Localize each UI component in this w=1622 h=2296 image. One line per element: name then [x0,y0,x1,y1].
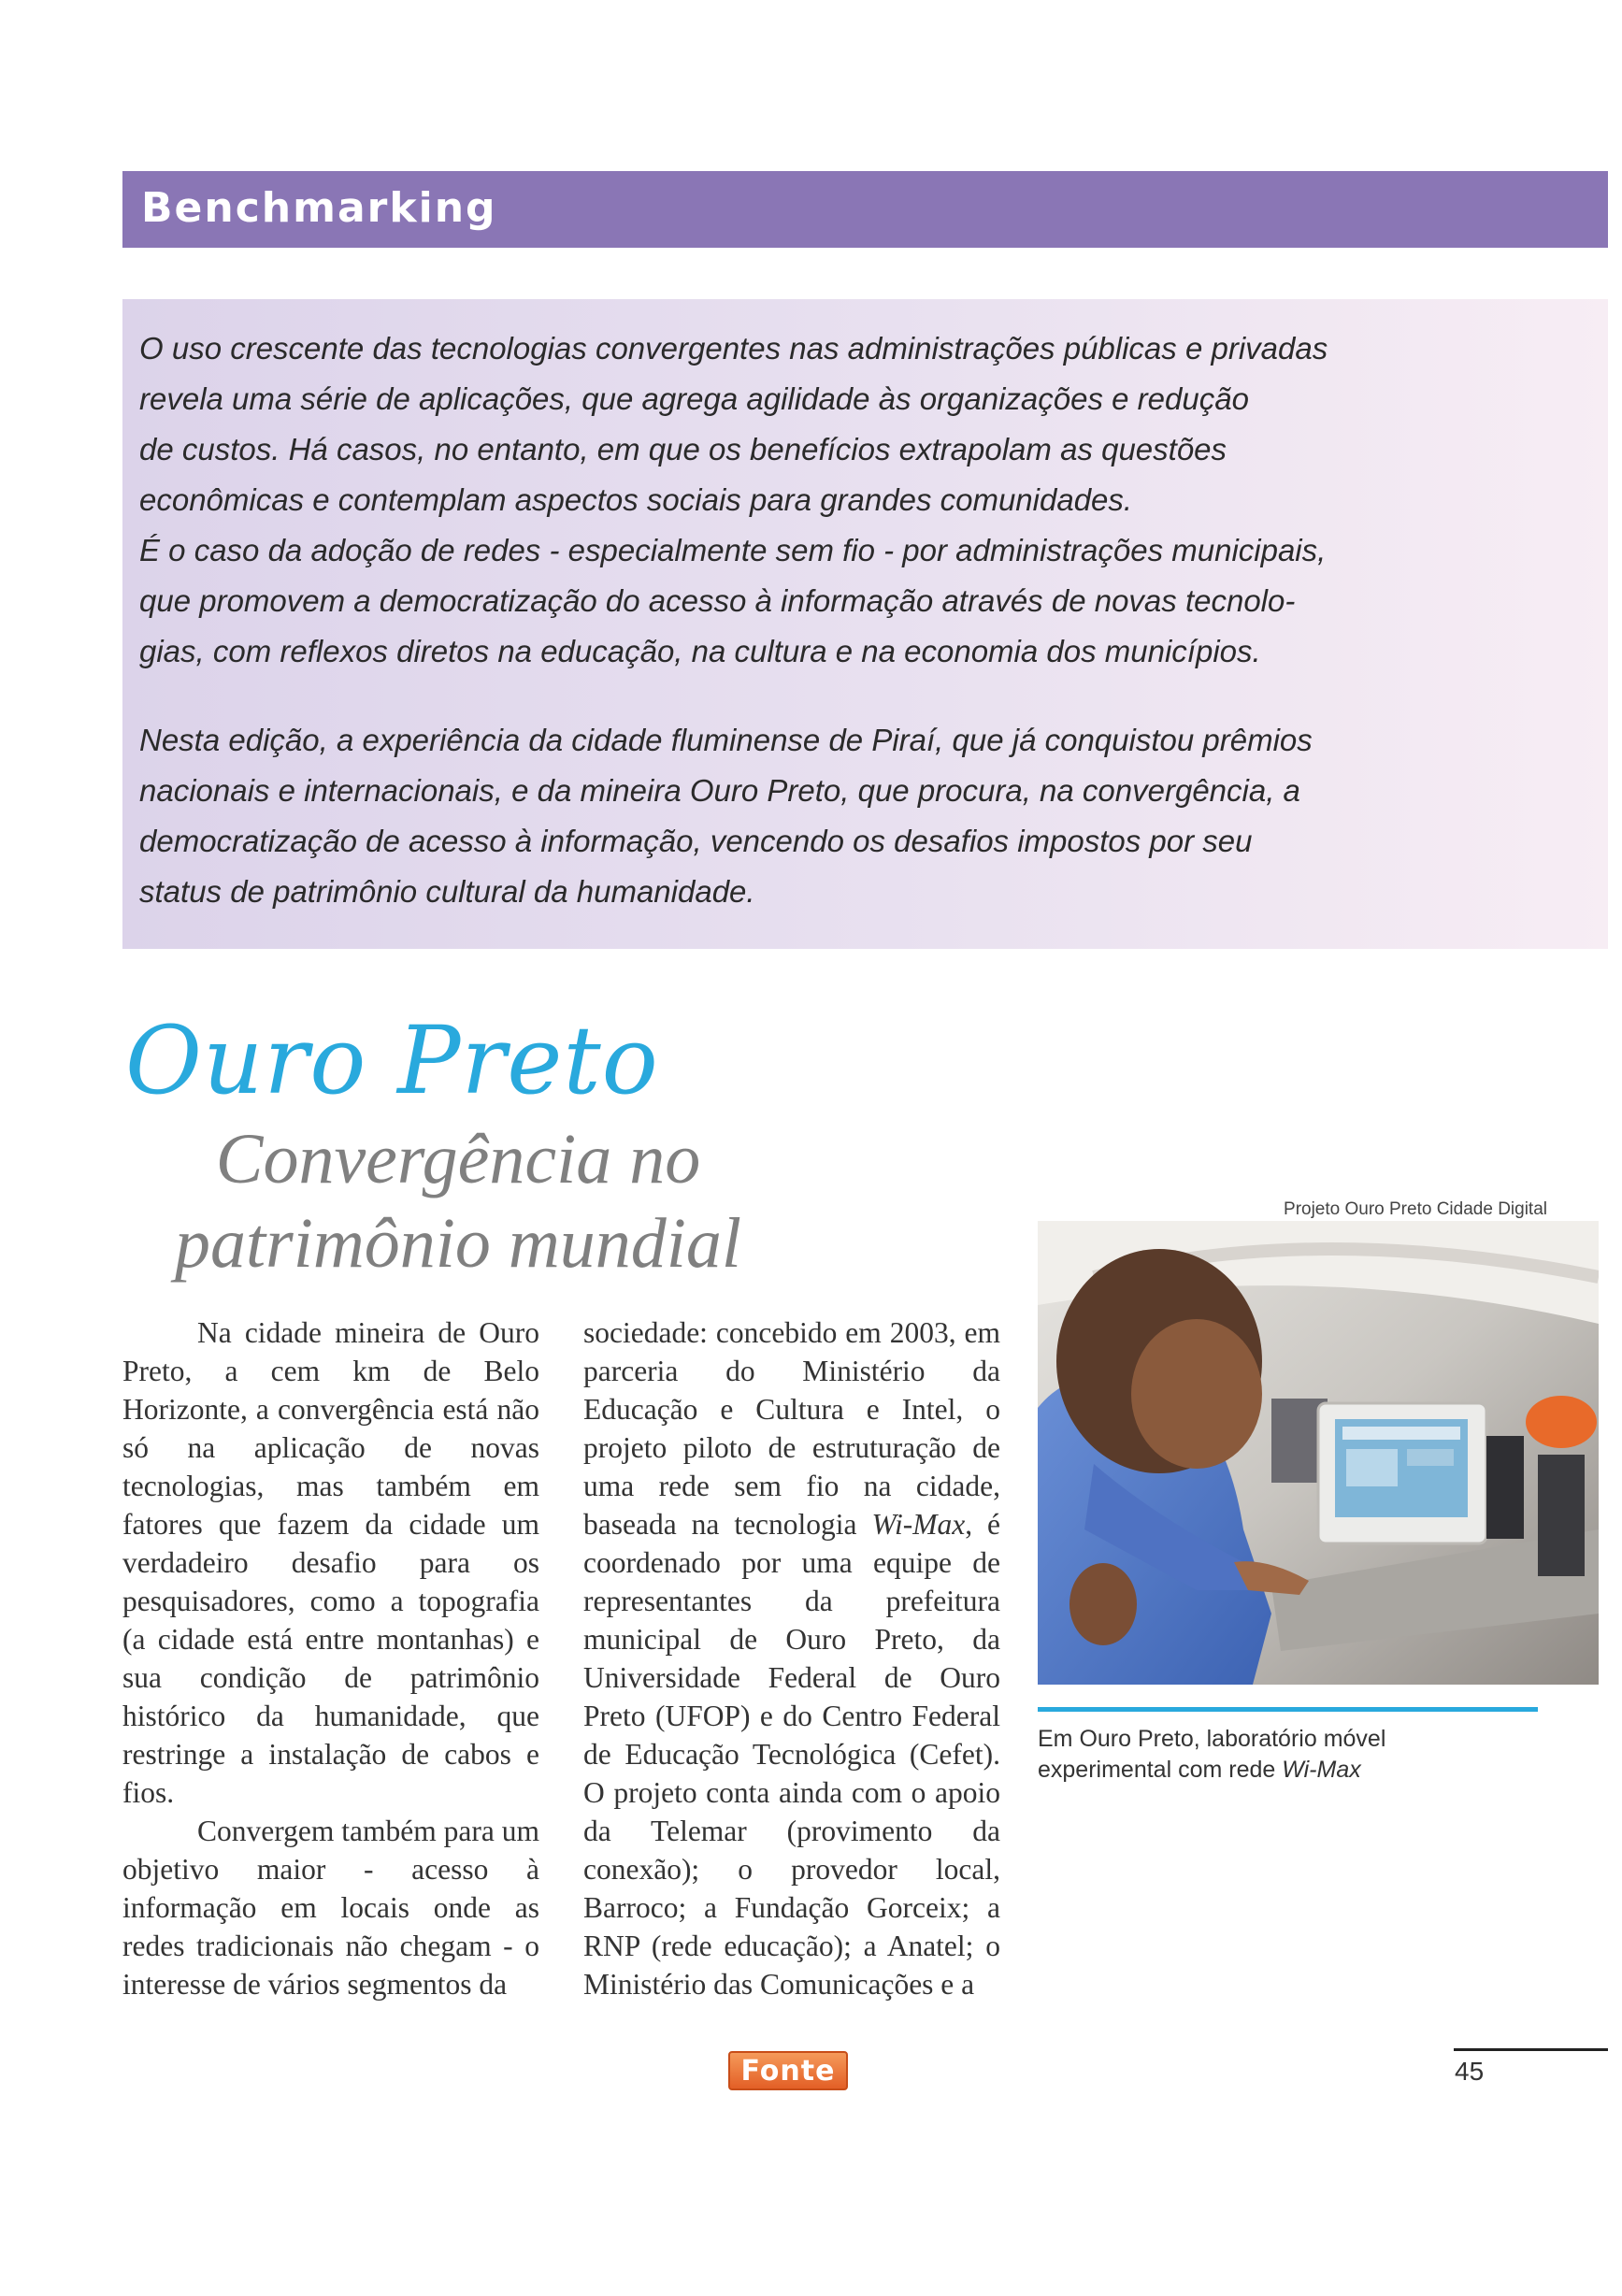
column-1-paragraph-1: Na cidade mineira de Ouro Preto, a cem km de Belo Horizonte, a convergência está não só na aplicação de novas tecnologias, mas também em fatores que fazem da cidade um verdadeiro desafio para os pesquisadores, como a topografia (a cidade está entre montanhas) e sua condição de patrimônio histórico da humanidade, que restringe a instalação de cabos e fios. [122,1316,539,1809]
column-2-text-a: sociedade: concebido em 2003, em parceria do Ministério da Educação e Cultura e Intel, o projeto piloto de estruturação de uma rede sem fio na cidade, baseada na tecnologia [583,1316,1000,1541]
page-number-rule [1454,2048,1608,2051]
article-title: Ouro Preto [125,1006,659,1115]
subtitle-line-1: Convergência no [215,1120,701,1198]
article-photo [1038,1221,1599,1685]
intro-paragraph-1: O uso crescente das tecnologias convergentes nas administrações públicas e privadas revela uma série de aplicações, que agrega agilidade às organizações e redução de custos. Há casos, no entanto, em que os benefícios extrapolam as questões econômicas e contemplam aspectos sociais para grandes comunidades. É o caso da adoção de redes - especialmente sem fio - por administrações municipais, que promovem a democratização do acesso à informação através de novas tecnolo- gias, com reflexos diretos na educação, na cultura e na economia dos municípios. [139,331,1328,668]
intro-box [122,299,1608,949]
column-2-text-b: , é coordenado por uma equipe de representantes da prefeitura municipal de Ouro Preto, da Universidade Federal de Ouro Preto (UFOP) e do Centro Federal de Educação Tecnológica (Cefet). O projeto conta ainda com o apoio da Telemar (provimento da conexão); o provedor local, Barroco; a Fundação Gorceix; a RNP (rede educação); a Anatel; o Ministério das Comunicações e a [583,1508,1000,2001]
photo-caption [1038,1724,1561,1786]
photo-credit: Projeto Ouro Preto Cidade Digital [1284,1199,1547,1219]
subtitle-line-2: patrimônio mundial [175,1204,741,1283]
caption-text-italic: Wi-Max [1282,1757,1361,1783]
fonte-logo [728,2051,848,2090]
photo-illustration [1038,1221,1599,1685]
article-column-1 [122,1313,539,2003]
column-1-paragraph-2: Convergem também para um objetivo maior - acesso à informação em locais onde as redes tradicionais não chegam - o interesse de vários segmentos da [122,1815,539,2001]
article-subtitle [103,1117,813,1285]
column-2-text-italic: Wi-Max [871,1508,966,1541]
article-column-2 [583,1313,1000,2003]
column-2-paragraph [583,1313,1000,2003]
page-number: 45 [1455,2057,1485,2086]
intro-paragraph-2: Nesta edição, a experiência da cidade fluminense de Piraí, que já conquistou prêmios nacionais e internacionais, e da mineira Ouro Preto, que procura, na convergência, a democratização de acesso à informação, vencendo os desafios impostos por seu status de patrimônio cultural da humanidade. [139,723,1313,909]
fonte-logo-text: Fonte [740,2055,836,2088]
caption-rule [1038,1707,1538,1712]
section-header-bar [122,171,1608,248]
caption-text: Em Ouro Preto, laboratório móvel experimental com rede [1038,1726,1386,1783]
section-label: Benchmarking [141,184,497,232]
